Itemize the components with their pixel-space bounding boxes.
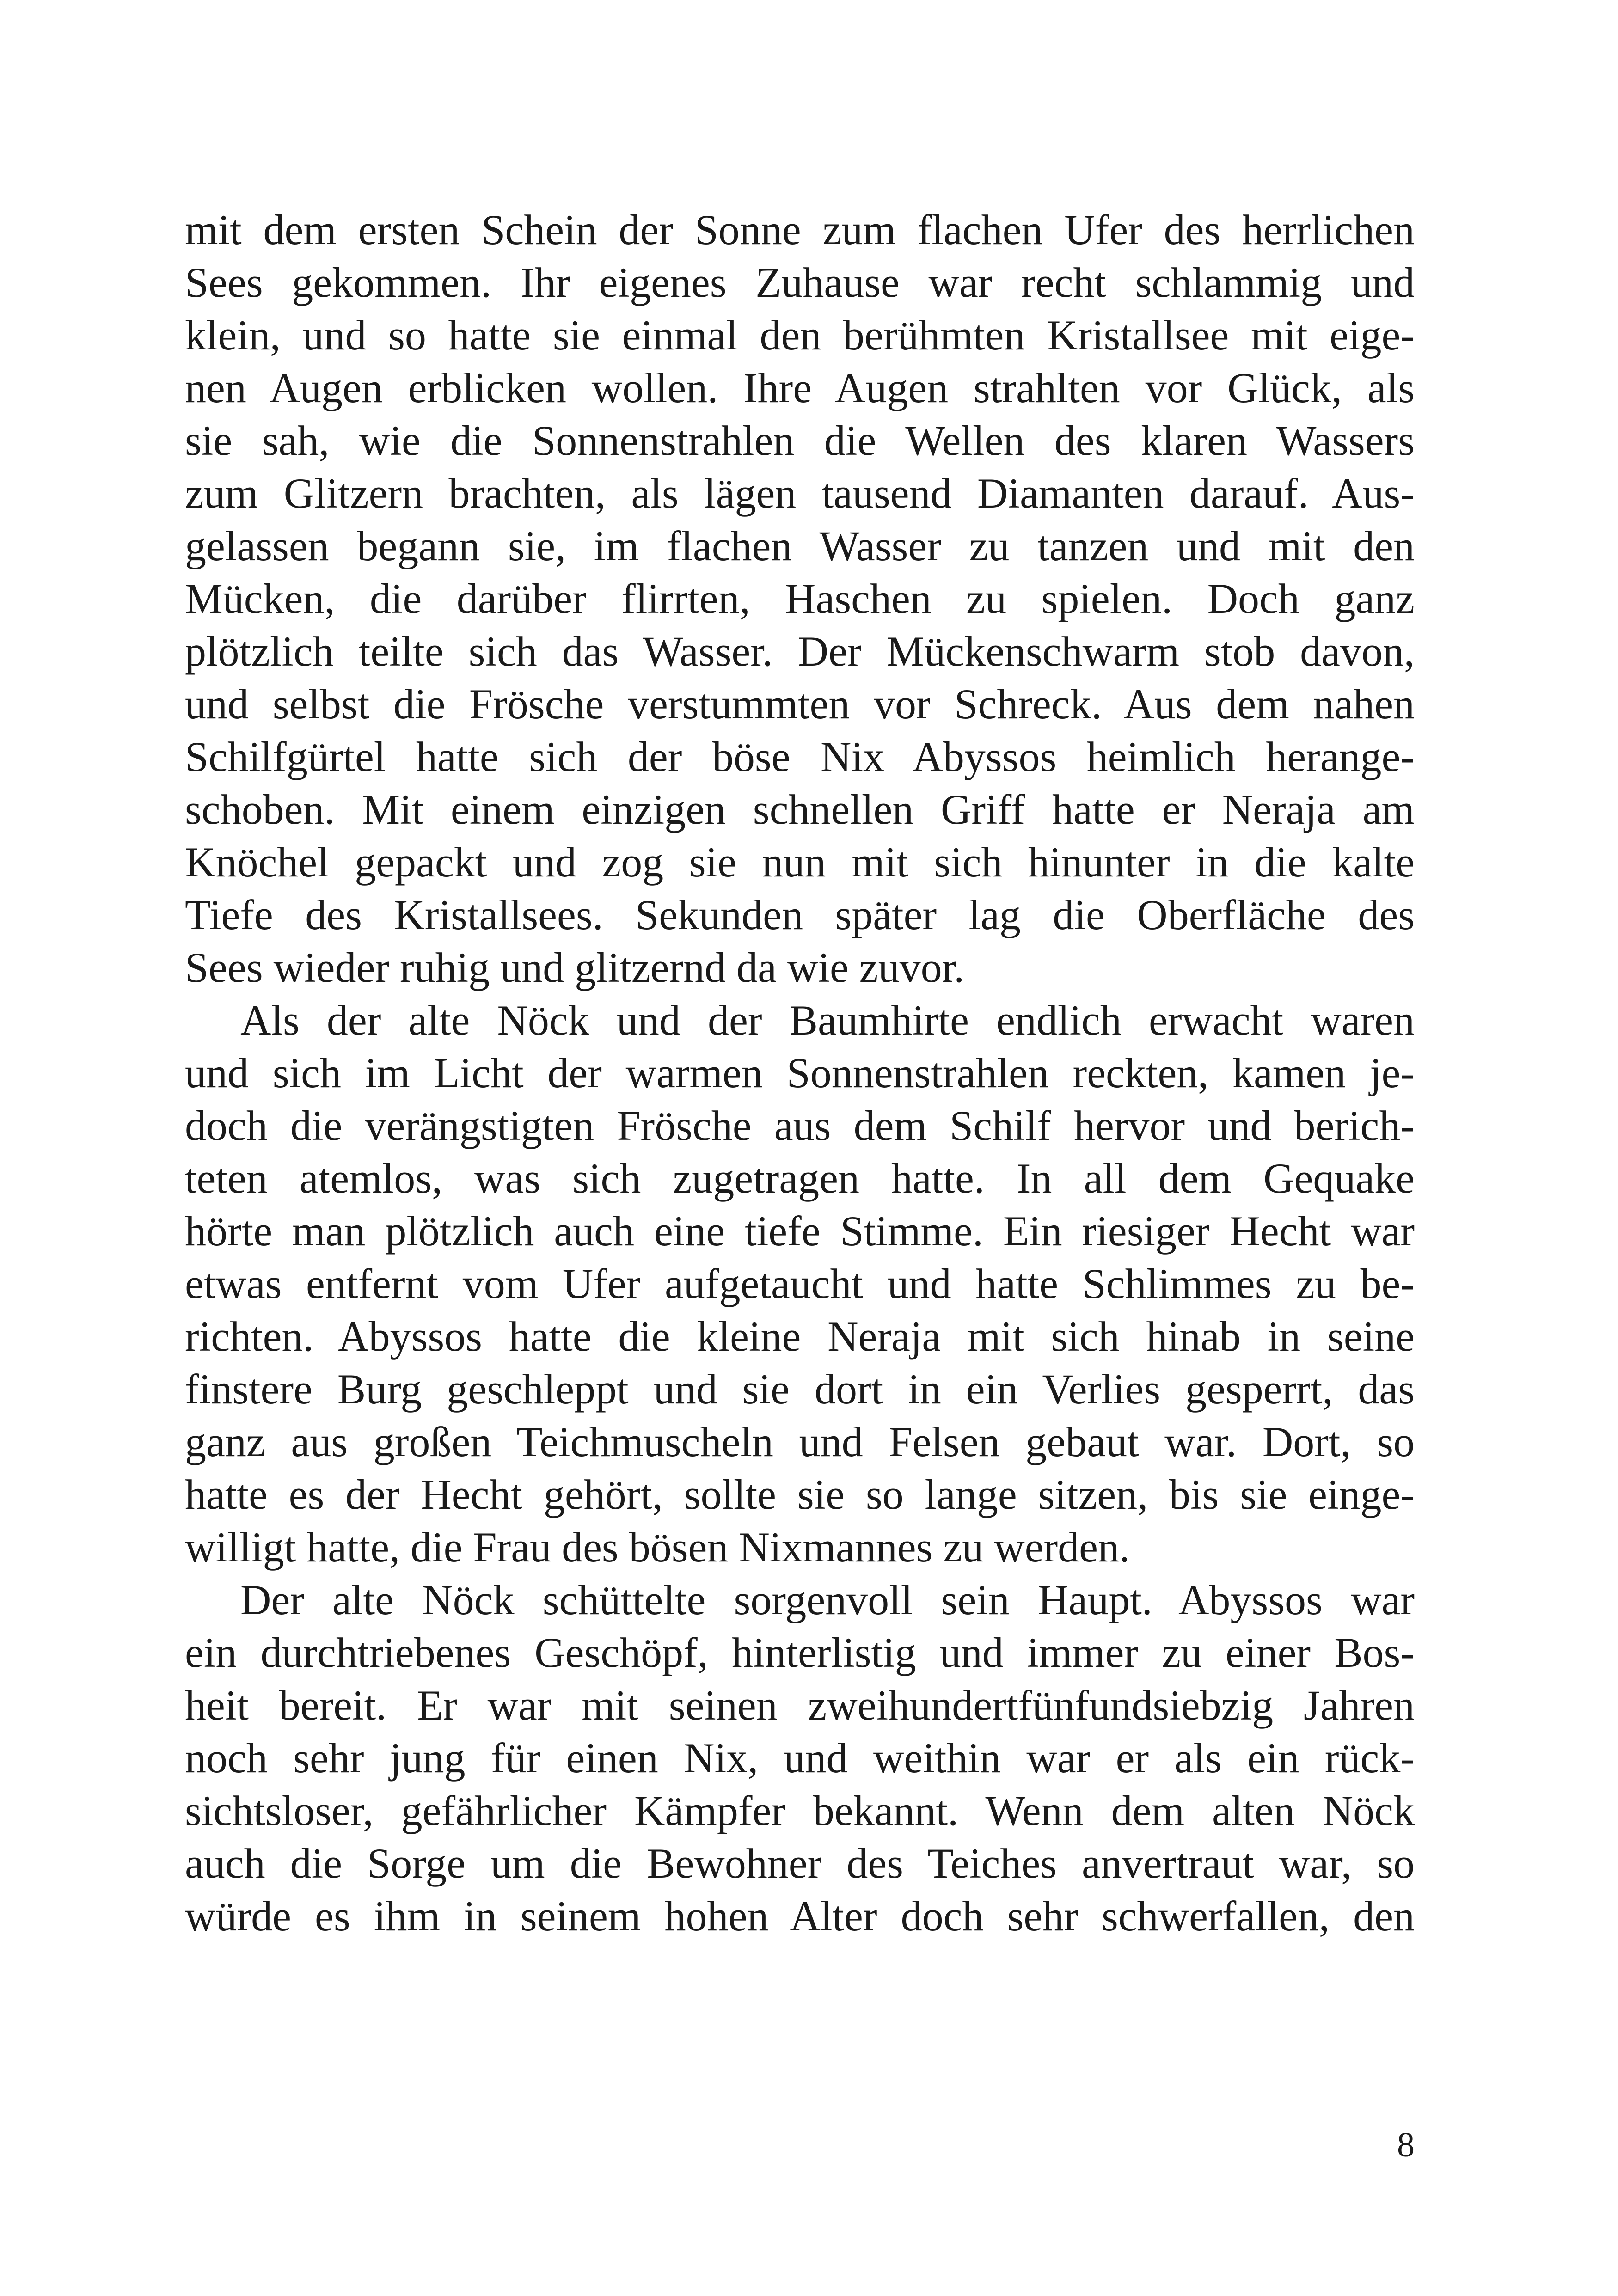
text-line: hatte es der Hecht gehört, sollte sie so lange sitzen, bis sie einge- (185, 1471, 1415, 1518)
text-line: Tiefe des Kristallsees. Sekunden später lag die Oberfläche des (185, 891, 1415, 938)
text-line: Knöchel gepackt und zog sie nun mit sich hinunter in die kalte (185, 839, 1415, 886)
paragraph (185, 994, 1415, 1574)
text-line: Mücken, die darüber flirrten, Haschen zu spielen. Doch ganz (185, 575, 1415, 622)
text-line: und sich im Licht der warmen Sonnenstrahlen reckten, kamen je- (185, 1049, 1415, 1096)
text-line: und selbst die Frösche verstummten vor Schreck. Aus dem nahen (185, 680, 1415, 728)
text-line: teten atemlos, was sich zugetragen hatte. In all dem Gequake (185, 1155, 1415, 1202)
paragraph (185, 1574, 1415, 1942)
paragraph (185, 203, 1415, 994)
text-line: zum Glitzern brachten, als lägen tausend Diamanten darauf. Aus- (185, 470, 1415, 517)
text-line: schoben. Mit einem einzigen schnellen Griff hatte er Neraja am (185, 786, 1415, 833)
text-line: willigt hatte, die Frau des bösen Nixmannes zu werden. (185, 1524, 1130, 1571)
text-line: ganz aus großen Teichmuscheln und Felsen gebaut war. Dort, so (185, 1418, 1415, 1465)
text-line: plötzlich teilte sich das Wasser. Der Mückenschwarm stob davon, (185, 628, 1415, 675)
text-line: klein, und so hatte sie einmal den berühmten Kristallsee mit eige- (185, 312, 1415, 359)
text-line: Sees wieder ruhig und glitzernd da wie zuvor. (185, 944, 965, 991)
text-line: hörte man plötzlich auch eine tiefe Stimme. Ein riesiger Hecht war (185, 1207, 1415, 1255)
text-line: sie sah, wie die Sonnenstrahlen die Wellen des klaren Wassers (185, 417, 1415, 464)
text-line: auch die Sorge um die Bewohner des Teiches anvertraut war, so (185, 1840, 1415, 1887)
text-line: Als der alte Nöck und der Baumhirte endlich erwacht waren (240, 997, 1415, 1044)
text-line: finstere Burg geschleppt und sie dort in ein Verlies gesperrt, das (185, 1365, 1415, 1413)
text-line: ein durchtriebenes Geschöpf, hinterlistig und immer zu einer Bos- (185, 1629, 1415, 1676)
text-line: gelassen begann sie, im flachen Wasser zu tanzen und mit den (185, 522, 1415, 569)
text-line: Sees gekommen. Ihr eigenes Zuhause war recht schlammig und (185, 259, 1415, 306)
body-text (185, 203, 1415, 1942)
text-line: sichtsloser, gefährlicher Kämpfer bekannt. Wenn dem alten Nöck (185, 1787, 1415, 1834)
text-line: heit bereit. Er war mit seinen zweihundertfünfundsiebzig Jahren (185, 1682, 1415, 1729)
page-number: 8 (1397, 2125, 1415, 2164)
text-line: mit dem ersten Schein der Sonne zum flachen Ufer des herrlichen (185, 206, 1415, 253)
text-line: doch die verängstigten Frösche aus dem Schilf hervor und berich- (185, 1102, 1415, 1149)
text-line: Der alte Nöck schüttelte sorgenvoll sein Haupt. Abyssos war (240, 1576, 1415, 1623)
text-line: richten. Abyssos hatte die kleine Neraja mit sich hinab in seine (185, 1313, 1415, 1360)
text-line: noch sehr jung für einen Nix, und weithin war er als ein rück- (185, 1734, 1415, 1782)
text-line: nen Augen erblicken wollen. Ihre Augen strahlten vor Glück, als (185, 364, 1415, 411)
text-line: würde es ihm in seinem hohen Alter doch sehr schwerfallen, den (185, 1892, 1415, 1940)
text-line: etwas entfernt vom Ufer aufgetaucht und hatte Schlimmes zu be- (185, 1260, 1415, 1307)
text-line: Schilfgürtel hatte sich der böse Nix Abyssos heimlich herange- (185, 733, 1415, 780)
